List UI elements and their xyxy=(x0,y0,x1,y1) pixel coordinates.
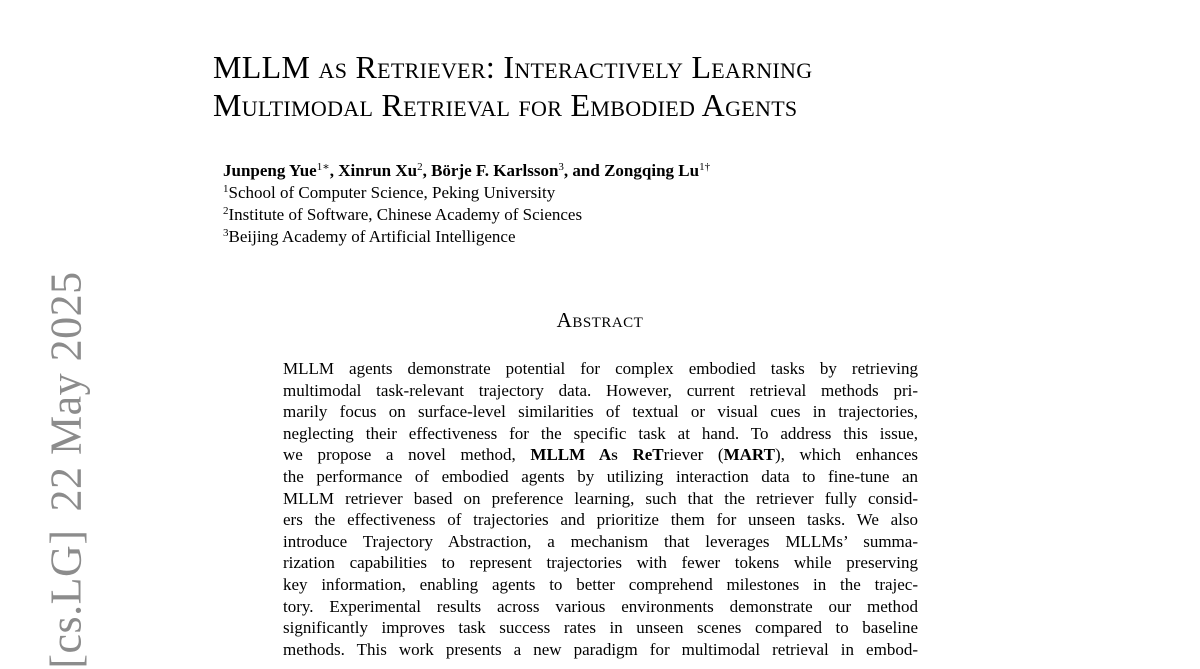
author-affil-mark: 1† xyxy=(699,161,711,173)
arxiv-date: 22 May 2025 xyxy=(41,271,91,512)
title-line-2: Multimodal Retrieval for Embodied Agents xyxy=(213,87,798,123)
abstract-line: marily focus on surface-level similarities of textual or visual cues in trajectories, xyxy=(283,402,918,422)
abstract-line: the performance of embodied agents by utilizing interaction data to fine-tune an xyxy=(283,466,918,486)
abstract-line: neglecting their effectiveness for the specific task at hand. To address this issue, xyxy=(283,423,918,443)
method-name-as: As xyxy=(585,445,633,465)
author-separator: , xyxy=(422,161,432,180)
abstract-line: MLLM retriever based on preference learning, such that the retriever fully consid- xyxy=(283,488,918,508)
author-name: Zongqing Lu xyxy=(604,161,700,180)
abstract-heading: Abstract xyxy=(556,308,644,332)
author-affil-mark: 2 xyxy=(417,161,423,173)
affiliation-text: Institute of Software, Chinese Academy of Sciences xyxy=(228,205,583,224)
method-intro-text: we propose a novel method, xyxy=(283,445,531,465)
author-separator: , xyxy=(329,161,339,180)
author-name: Xinrun Xu xyxy=(338,161,418,180)
arxiv-category: [cs.LG] xyxy=(41,529,91,669)
method-name-rest: riever ( xyxy=(663,445,724,465)
affiliation xyxy=(223,182,710,204)
author-separator: , and xyxy=(563,161,605,180)
affiliation-text: School of Computer Science, Peking University xyxy=(228,183,556,202)
author-list xyxy=(223,160,710,182)
paper-title xyxy=(213,48,1033,124)
abstract-body xyxy=(283,358,918,660)
abstract-line-method xyxy=(283,444,918,466)
author-affil-mark: 3 xyxy=(558,161,564,173)
abstract-line: tory. Experimental results across various environments demonstrate our method xyxy=(283,596,918,616)
method-acronym: MART xyxy=(723,445,775,465)
author-block xyxy=(223,160,710,248)
title-line-1: MLLM as Retriever: Interactively Learning xyxy=(213,49,813,85)
affiliation-text: Beijing Academy of Artificial Intelligence xyxy=(228,227,516,246)
author-name: Börje F. Karlsson xyxy=(431,161,559,180)
abstract-line: key information, enabling agents to better comprehend milestones in the trajec- xyxy=(283,574,918,594)
abstract-line: rization capabilities to represent trajectories with fewer tokens while preserving xyxy=(283,553,918,573)
author-affil-mark: 1∗ xyxy=(316,161,330,173)
abstract-line: ers the effectiveness of trajectories and prioritize them for unseen tasks. We also xyxy=(283,510,918,530)
abstract-line: MLLM agents demonstrate potential for complex embodied tasks by retrieving xyxy=(283,359,918,378)
author-name: Junpeng Yue xyxy=(223,161,317,180)
method-intro-tail: ), which enhances xyxy=(774,445,918,465)
method-name-ret: ReT xyxy=(632,445,664,465)
affiliation-mark: 1 xyxy=(223,183,229,195)
abstract-line: significantly improves task success rates in unseen scenes compared to baseline xyxy=(283,618,918,638)
method-name-mllm: MLLM xyxy=(530,445,586,465)
abstract-line: methods. This work presents a new paradigm for multimodal retrieval in embod- xyxy=(283,639,918,659)
affiliation-mark: 2 xyxy=(223,205,229,217)
affiliation xyxy=(223,226,710,248)
abstract-line: introduce Trajectory Abstraction, a mechanism that leverages MLLMs’ summa- xyxy=(283,531,918,551)
affiliation xyxy=(223,204,710,226)
abstract-line: multimodal task-relevant trajectory data. However, current retrieval methods pri- xyxy=(283,380,918,400)
affiliation-mark: 3 xyxy=(223,227,229,239)
